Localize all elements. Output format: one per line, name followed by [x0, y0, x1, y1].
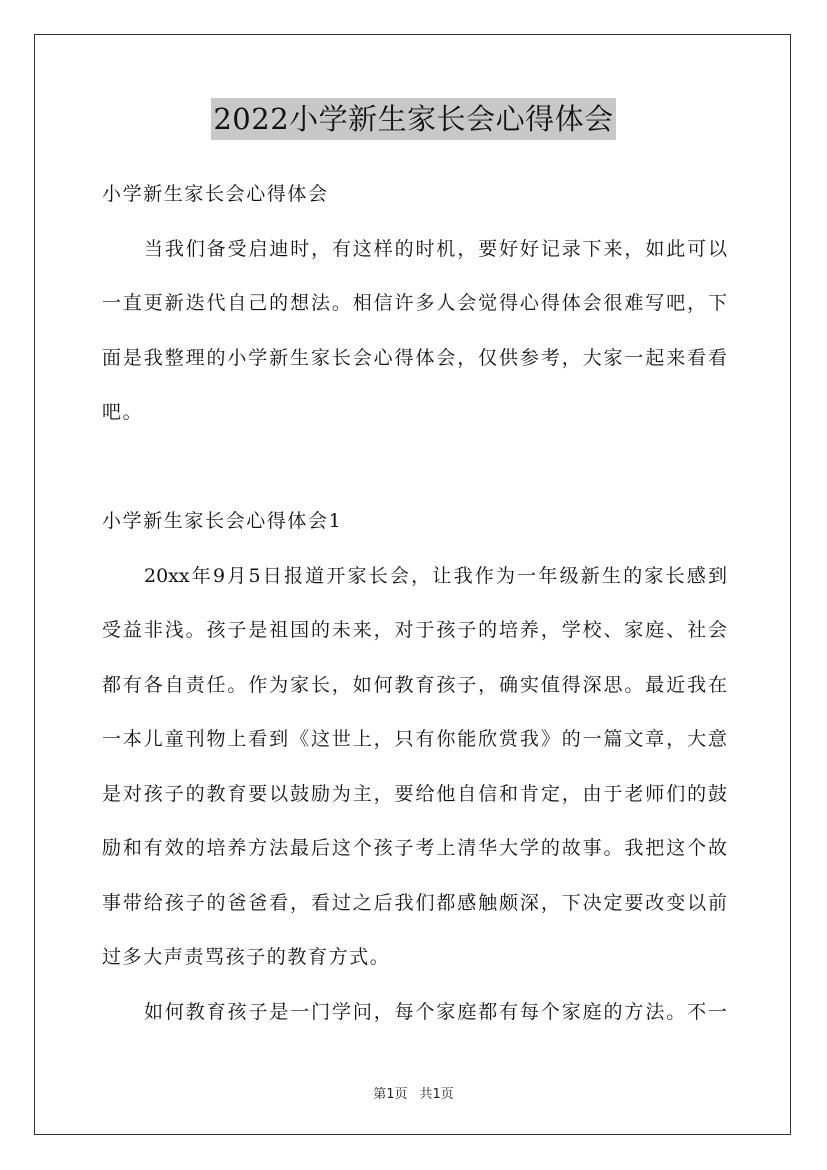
paragraph-line: 20xx年9月5日报道开家长会，让我作为一年级新生的家长感到 — [144, 564, 727, 587]
paragraph-line: 吧。 — [102, 401, 144, 423]
paragraph-line: 面是我整理的小学新生家长会心得体会，仅供参考，大家一起来看看 — [102, 346, 727, 369]
paragraph-line: 是对孩子的教育要以鼓励为主，要给他自信和肯定，由于老师们的鼓 — [102, 782, 727, 805]
paragraph-line: 一直更新迭代自己的想法。相信许多人会觉得心得体会很难写吧，下 — [102, 292, 727, 314]
blank-line — [102, 440, 727, 495]
section-heading: 小学新生家长会心得体会1 — [102, 510, 343, 532]
paragraph-line: 当我们备受启迪时，有这样的时机，要好好记录下来，如此可以 — [144, 237, 727, 260]
paragraph-line: 一本儿童刊物上看到《这世上，只有你能欣赏我》的一篇文章，大意 — [102, 728, 727, 750]
page-number: 第1页 — [373, 1087, 408, 1102]
paragraph-line: 受益非浅。孩子是祖国的未来，对于孩子的培养，学校、家庭、社会 — [102, 619, 727, 641]
section-heading: 小学新生家长会心得体会 — [102, 183, 329, 205]
page-footer — [0, 1083, 827, 1102]
document-title: 2022小学新生家长会心得体会 — [211, 98, 615, 140]
paragraph-line: 如何教育孩子是一门学问，每个家庭都有每个家庭的方法。不一 — [144, 1000, 727, 1023]
document-body — [102, 167, 727, 1039]
paragraph-line: 励和有效的培养方法最后这个孩子考上清华大学的故事。我把这个故 — [102, 837, 727, 859]
page-total: 共1页 — [419, 1087, 454, 1102]
title-container — [0, 98, 827, 140]
paragraph-line: 都有各自责任。作为家长，如何教育孩子，确实值得深思。最近我在 — [102, 673, 727, 696]
paragraph-line: 过多大声责骂孩子的教育方式。 — [102, 946, 391, 968]
paragraph-line: 事带给孩子的爸爸看，看过之后我们都感触颇深，下决定要改变以前 — [102, 891, 727, 914]
